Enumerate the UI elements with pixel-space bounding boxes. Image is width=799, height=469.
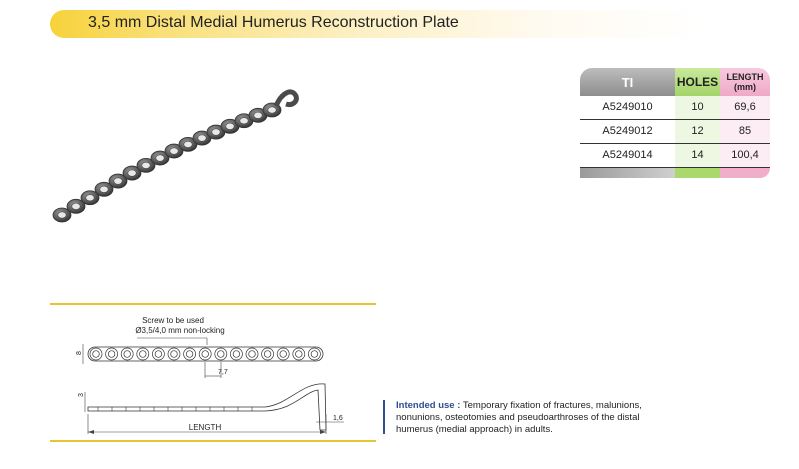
screw-label: Screw to be used: [142, 316, 204, 325]
top-view-hole: [202, 351, 209, 358]
dim-thickness: 1,6: [333, 415, 343, 422]
dim-width: 8: [76, 351, 83, 355]
cell-holes: 12: [691, 125, 704, 137]
plate-top-view: [88, 347, 323, 361]
table-row: [580, 96, 770, 120]
cell-code: A5249014: [602, 149, 653, 161]
cell-length: 85: [738, 125, 752, 137]
plate-hole: [198, 135, 206, 141]
cell-holes: 14: [691, 149, 704, 161]
cell-length: 100,4: [731, 149, 759, 161]
plate-hole: [86, 195, 94, 201]
cell-code: A5249012: [602, 125, 653, 137]
cell-holes: 10: [691, 101, 704, 113]
plate-hole: [226, 123, 234, 129]
table-header-row: [580, 68, 770, 96]
top-view-hole: [311, 351, 318, 358]
plate-hole: [156, 155, 164, 161]
plate-hole: [72, 203, 80, 209]
intended-use-label: Intended use :: [396, 400, 461, 411]
top-view-hole: [124, 351, 131, 358]
cell-code: A5249010: [602, 101, 653, 113]
table-row: [580, 144, 770, 168]
top-view-hole: [218, 351, 225, 358]
header-holes: HOLES: [675, 68, 720, 96]
plate-hole: [268, 107, 276, 113]
intended-use-block: [383, 400, 673, 436]
plate-hole: [58, 212, 66, 218]
plate-hole: [114, 178, 122, 184]
dim-spacing: 7,7: [218, 369, 228, 376]
top-view-hole: [233, 351, 240, 358]
drawing-bottom-divider: [50, 440, 376, 442]
technical-drawing: [50, 300, 376, 440]
plate-hook: [276, 92, 296, 106]
header-length-label: LENGTH: [726, 72, 764, 82]
intended-use-accent-rule: [383, 400, 385, 434]
plate-hole: [254, 112, 262, 118]
top-view-hole: [108, 351, 115, 358]
plate-hole: [212, 129, 220, 135]
length-label: LENGTH: [188, 423, 222, 432]
top-view-hole: [296, 351, 303, 358]
spec-table: [580, 68, 770, 178]
plate-photo: [40, 70, 320, 250]
top-view-hole: [264, 351, 271, 358]
header-length-unit: (mm): [734, 82, 756, 92]
plate-hole: [100, 186, 108, 192]
plate-hole: [128, 170, 136, 176]
top-view-hole: [280, 351, 287, 358]
top-view-hole: [249, 351, 256, 358]
plate-hole: [170, 148, 178, 154]
top-view-hole: [171, 351, 178, 358]
top-view-hole: [93, 351, 100, 358]
screw-spec-label: Ø3,5/4,0 mm non-locking: [135, 326, 225, 335]
table-row: [580, 120, 770, 144]
title-banner: [50, 10, 700, 38]
intended-use-text: [396, 400, 666, 436]
page-title: 3,5 mm Distal Medial Humerus Reconstruction Plate: [88, 14, 459, 31]
top-view-hole: [155, 351, 162, 358]
plate-hole: [184, 141, 192, 147]
plate-hole: [240, 118, 248, 124]
cell-length: 69,6: [734, 101, 756, 113]
header-material: TI: [580, 68, 675, 96]
top-view-hole: [186, 351, 193, 358]
top-view-hole: [140, 351, 147, 358]
intended-use-description: Temporary fixation of fractures, malunions, nonunions, osteotomies and pseudoarthroses of the distal humerus (medial approach) in adults.: [396, 400, 642, 435]
plate-hole: [142, 162, 150, 168]
table-footer: [580, 168, 770, 178]
dim-height: 3: [78, 393, 85, 397]
header-length: [720, 68, 770, 96]
